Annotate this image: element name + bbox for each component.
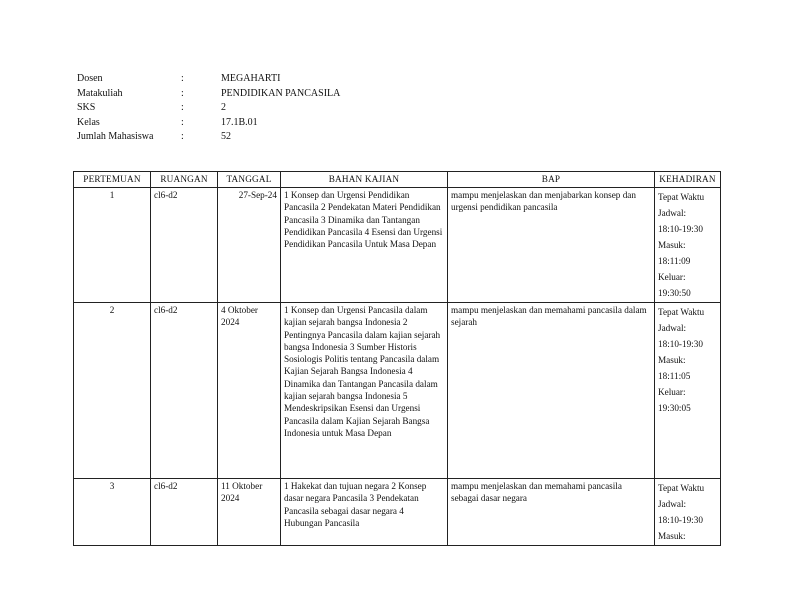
- cell-bap: mampu menjelaskan dan memahami pancasila sebagai dasar negara: [448, 479, 655, 546]
- header-pertemuan: PERTEMUAN: [74, 172, 151, 188]
- cell-tanggal: 11 Oktober 2024: [218, 479, 281, 546]
- cell-tanggal: 27-Sep-24: [218, 188, 281, 303]
- kehadiran-line: Keluar:: [658, 387, 686, 397]
- info-value: MEGAHARTI: [221, 73, 281, 84]
- kehadiran-line: 18:10-19:30: [658, 339, 703, 349]
- cell-bahan-kajian: 1 Hakekat dan tujuan negara 2 Konsep dasar negara Pancasila 3 Pendekatan Pancasila sebagai dasar negara 4 Hubungan Pancasila: [281, 479, 448, 546]
- info-label: Kelas: [77, 116, 100, 128]
- info-colon: :: [181, 102, 184, 113]
- cell-kehadiran: [655, 479, 721, 546]
- info-row-sks: [77, 101, 340, 116]
- cell-tanggal: 4 Oktober 2024: [218, 303, 281, 479]
- kehadiran-status: Tepat Waktu: [658, 307, 705, 317]
- kehadiran-line: Jadwal:: [658, 208, 687, 218]
- course-info: [77, 72, 340, 145]
- header-bap: BAP: [448, 172, 655, 188]
- kehadiran-line: 19:30:05: [658, 403, 691, 413]
- kehadiran-line: Masuk:: [658, 240, 686, 250]
- info-row-kelas: [77, 116, 340, 131]
- table-row: [74, 303, 721, 479]
- header-ruangan: RUANGAN: [151, 172, 218, 188]
- kehadiran-line: 19:30:50: [658, 288, 691, 298]
- info-label: Matakuliah: [77, 87, 123, 99]
- kehadiran-status: Tepat Waktu: [658, 483, 705, 493]
- header-kehadiran: KEHADIRAN: [655, 172, 721, 188]
- kehadiran-line: 18:10-19:30: [658, 515, 703, 525]
- kehadiran-line: 18:11:05: [658, 371, 691, 381]
- cell-ruangan: cl6-d2: [151, 303, 218, 479]
- cell-bap: mampu menjelaskan dan menjabarkan konsep dan urgensi pendidikan pancasila: [448, 188, 655, 303]
- cell-kehadiran: [655, 188, 721, 303]
- cell-pertemuan: 3: [74, 479, 151, 546]
- info-label: SKS: [77, 102, 96, 113]
- attendance-table: [73, 171, 721, 546]
- info-label: Jumlah Mahasiswa: [77, 131, 154, 142]
- info-colon: :: [181, 73, 184, 84]
- kehadiran-line: 18:10-19:30: [658, 224, 703, 234]
- kehadiran-line: Masuk:: [658, 531, 686, 541]
- table-row: [74, 479, 721, 546]
- info-label: Dosen: [77, 73, 103, 84]
- info-value: 2: [221, 102, 226, 113]
- info-value: 17.1B.01: [221, 116, 258, 128]
- cell-bahan-kajian: 1 Konsep dan Urgensi Pancasila dalam kajian sejarah bangsa Indonesia 2 Pentingnya Pancasila dalam kajian sejarah bangsa Indonesia 3 Sumber Historis Sosiologis Politis tentang Pancasila dalam Kajian Sejarah Bangsa Indonesia 4 Dinamika dan Tantangan Pancasila dalam kajian sejarah bangsa Indonesia 5 Mendeskripsikan Esensi dan Urgensi Pancasila dalam Kajian Sejarah Bangsa Indonesia untuk Masa Depan: [281, 303, 448, 479]
- kehadiran-line: Masuk:: [658, 355, 686, 365]
- kehadiran-status: Tepat Waktu: [658, 192, 705, 202]
- cell-ruangan: cl6-d2: [151, 188, 218, 303]
- cell-bap: mampu menjelaskan dan memahami pancasila dalam sejarah: [448, 303, 655, 479]
- info-row-matakuliah: [77, 87, 340, 102]
- kehadiran-line: 18:11:09: [658, 256, 691, 266]
- header-bahan-kajian: BAHAN KAJIAN: [281, 172, 448, 188]
- cell-pertemuan: 2: [74, 303, 151, 479]
- table-row: [74, 188, 721, 303]
- table-header-row: [74, 172, 721, 188]
- info-colon: :: [181, 131, 184, 142]
- info-row-dosen: [77, 72, 340, 87]
- info-value: 52: [221, 131, 231, 142]
- kehadiran-line: Jadwal:: [658, 323, 687, 333]
- cell-bahan-kajian: 1 Konsep dan Urgensi Pendidikan Pancasila 2 Pendekatan Materi Pendidikan Pancasila 3 Dinamika dan Tantangan Pendidikan Pancasila 4 Esensi dan Urgensi Pendidikan Pancasila Untuk Masa Depan: [281, 188, 448, 303]
- info-colon: :: [181, 87, 184, 99]
- info-colon: :: [181, 116, 184, 128]
- info-value: PENDIDIKAN PANCASILA: [221, 87, 341, 99]
- kehadiran-line: Jadwal:: [658, 499, 687, 509]
- cell-pertemuan: 1: [74, 188, 151, 303]
- kehadiran-line: Keluar:: [658, 272, 686, 282]
- cell-ruangan: cl6-d2: [151, 479, 218, 546]
- header-tanggal: TANGGAL: [218, 172, 281, 188]
- cell-kehadiran: [655, 303, 721, 479]
- info-row-jumlah-mahasiswa: [77, 130, 340, 145]
